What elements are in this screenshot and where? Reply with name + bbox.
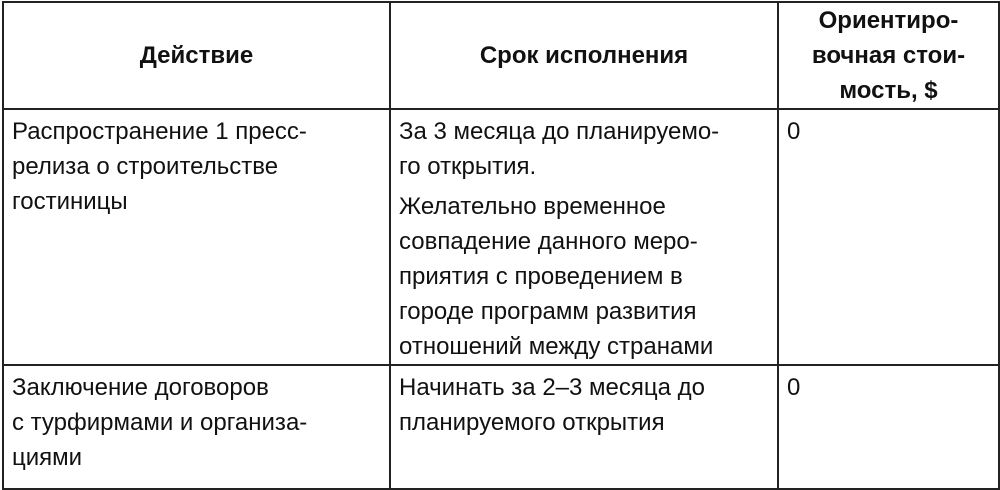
header-deadline	[390, 2, 778, 109]
cell-text-line: отношений между странами	[399, 333, 714, 360]
cell-text-line: го открытия.	[399, 153, 537, 180]
header-action-text: Действие	[139, 42, 254, 69]
header-cost-line: Ориентиро-	[818, 7, 959, 34]
header-cost-line: мость, $	[839, 77, 938, 104]
cell-deadline	[390, 365, 778, 489]
cell-text-line: планируемого открытия	[399, 409, 665, 436]
header-cost	[778, 2, 999, 109]
cell-text-line: циями	[12, 444, 83, 471]
cell-text-line: Начинать за 2–3 месяца до	[399, 374, 705, 401]
cell-text-line: Заключение договоров	[12, 374, 269, 401]
cell-cost	[778, 365, 999, 489]
cell-text-line: Желательно временное	[399, 193, 666, 220]
cell-deadline	[390, 109, 778, 365]
table-header-row	[3, 2, 999, 109]
cell-text-line: гостиницы	[12, 188, 128, 215]
cell-text-line: городе программ развития	[399, 298, 697, 325]
cell-cost-value: 0	[787, 374, 801, 401]
cell-text-line: релиза о строительстве	[12, 153, 279, 180]
schedule-table	[2, 1, 1000, 490]
table-row	[3, 109, 999, 365]
cell-text-line: За 3 месяца до планируемо-	[399, 118, 720, 145]
cell-text-line: приятия с проведением в	[399, 263, 683, 290]
cell-text-line: совпадение данного меро-	[399, 228, 698, 255]
table-row	[3, 365, 999, 489]
header-deadline-text: Срок исполнения	[479, 42, 689, 69]
cell-cost	[778, 109, 999, 365]
cell-action	[3, 109, 390, 365]
cell-text-line: Распространение 1 пресс-	[12, 118, 307, 145]
cell-cost-value: 0	[787, 118, 801, 145]
cell-action	[3, 365, 390, 489]
cell-text-line: с турфирмами и организа-	[12, 409, 308, 436]
header-cost-line: вочная стои-	[811, 42, 966, 69]
header-action	[3, 2, 390, 109]
